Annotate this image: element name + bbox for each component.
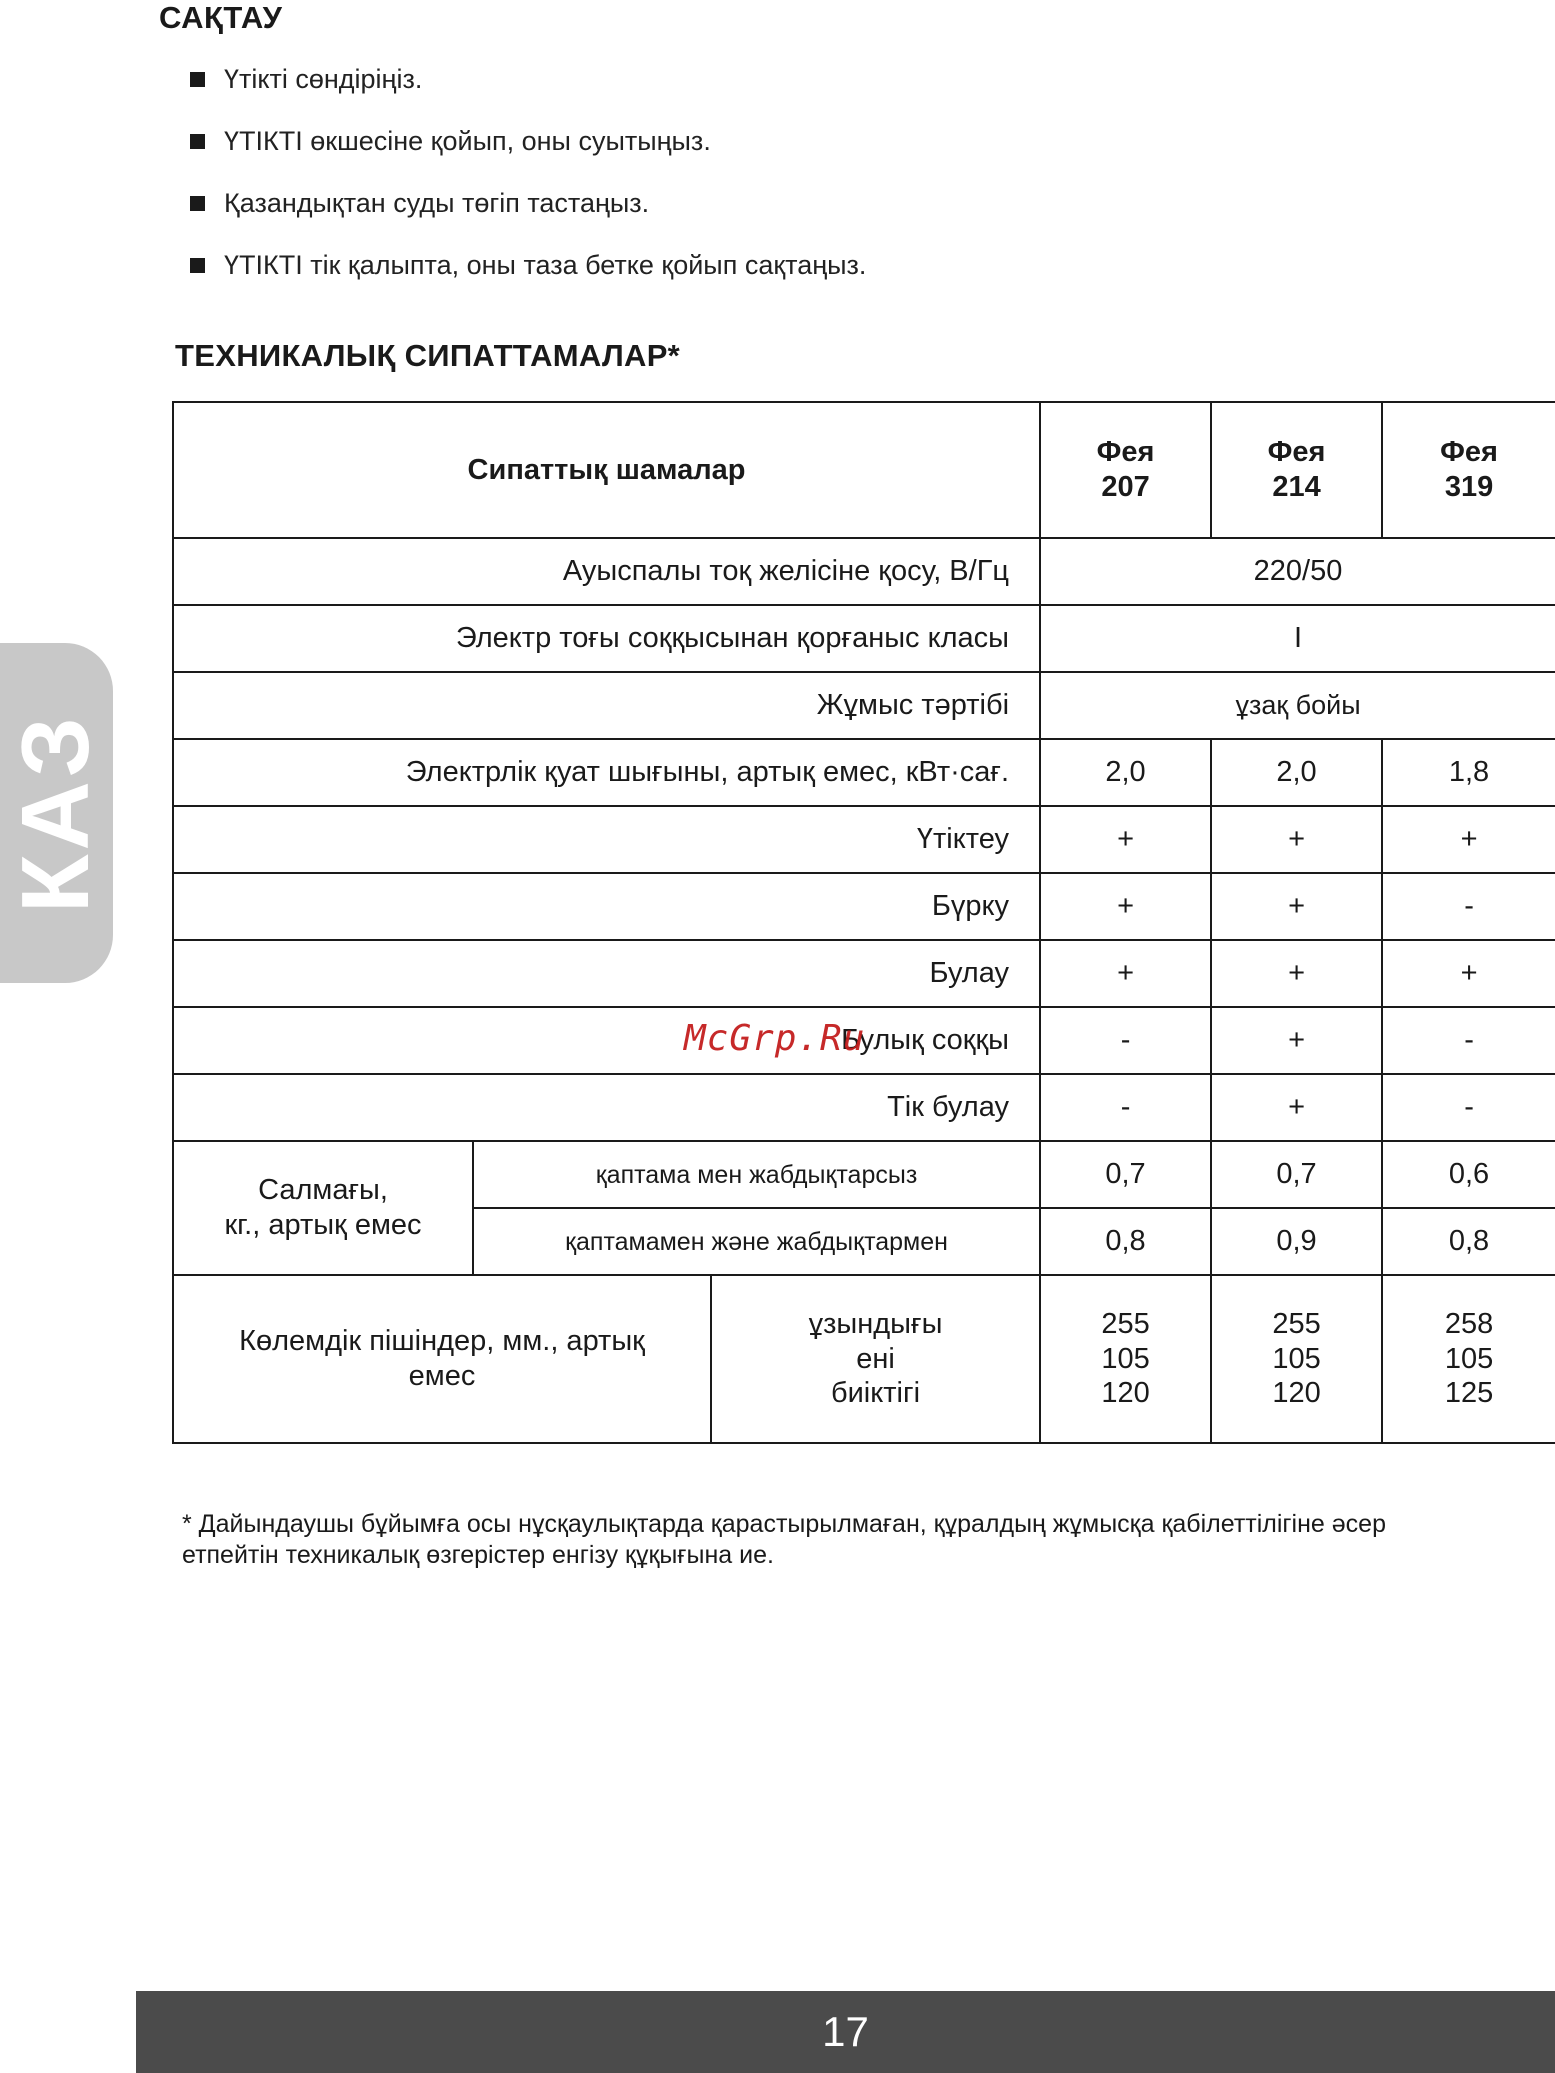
- bullet-square-icon: [190, 258, 205, 273]
- list-item: Үтікті сөндіріңіз.: [190, 48, 866, 110]
- list-item: Қазандықтан суды төгіп тастаңыз.: [190, 172, 866, 234]
- value-cell: +: [1211, 806, 1382, 873]
- storage-list: [190, 48, 866, 296]
- table-row: [173, 672, 1555, 739]
- merged-value-cell: ұзақ бойы: [1040, 672, 1555, 739]
- table-row: [173, 739, 1555, 806]
- row-label: Ауыспалы тоқ желісіне қосу, В/Гц: [173, 538, 1040, 605]
- value-cell: +: [1382, 806, 1555, 873]
- table-header-row: [173, 402, 1555, 538]
- value-cell: -: [1382, 873, 1555, 940]
- value-cell: +: [1211, 1074, 1382, 1141]
- specs-heading: ТЕХНИКАЛЫҚ СИПАТТАМАЛАР*: [175, 338, 681, 373]
- value-cell: -: [1040, 1007, 1211, 1074]
- row-label: Булық соққы: [173, 1007, 1040, 1074]
- value-cell: -: [1382, 1074, 1555, 1141]
- dimensions-label-cell: Көлемдік пішіндер, мм., артық емес: [173, 1275, 711, 1443]
- value-cell: 2,0: [1211, 739, 1382, 806]
- value-cell: +: [1211, 873, 1382, 940]
- value-cell: -: [1382, 1007, 1555, 1074]
- header-label-cell: Сипаттық шамалар: [173, 402, 1040, 538]
- row-label: Электр тоғы соққысынан қорғаныс класы: [173, 605, 1040, 672]
- page-footer: [136, 1991, 1555, 2073]
- weight-sub-label: қаптама мен жабдықтарсыз: [473, 1141, 1040, 1208]
- storage-heading: САҚТАУ: [159, 0, 283, 35]
- value-cell: +: [1382, 940, 1555, 1007]
- watermark: McGrp.Ru: [684, 1018, 866, 1059]
- weight-sub-label: қаптамамен және жабдықтармен: [473, 1208, 1040, 1275]
- row-label: Тік булау: [173, 1074, 1040, 1141]
- merged-value-cell: 220/50: [1040, 538, 1555, 605]
- value-cell: +: [1211, 940, 1382, 1007]
- value-cell: 2,0: [1040, 739, 1211, 806]
- bullet-square-icon: [190, 196, 205, 211]
- value-cell: 1,8: [1382, 739, 1555, 806]
- model-header-cell: Фея 207: [1040, 402, 1211, 538]
- bullet-square-icon: [190, 134, 205, 149]
- row-label: Үтіктеу: [173, 806, 1040, 873]
- value-cell: 258 105 125: [1382, 1275, 1555, 1443]
- footnote: * Дайындаушы бұйымға осы нұсқаулықтарда қарастырылмаған, құралдың жұмысқа қабілеттілігіне әсер етпейтін техникалық өзгерістер енгізу құқығына ие.: [182, 1510, 1386, 1569]
- value-cell: 0,9: [1211, 1208, 1382, 1275]
- table-row: [173, 605, 1555, 672]
- spec-table: [172, 401, 1555, 1444]
- table-row: [173, 538, 1555, 605]
- value-cell: 255 105 120: [1211, 1275, 1382, 1443]
- merged-value-cell: I: [1040, 605, 1555, 672]
- model-header-cell: Фея 214: [1211, 402, 1382, 538]
- value-cell: +: [1040, 806, 1211, 873]
- model-header-cell: Фея 319: [1382, 402, 1555, 538]
- page-number: 17: [822, 2008, 869, 2055]
- weight-label-cell: Салмағы, кг., артық емес: [173, 1141, 473, 1275]
- value-cell: +: [1211, 1007, 1382, 1074]
- language-tab-label: КАЗ: [2, 712, 110, 914]
- value-cell: 255 105 120: [1040, 1275, 1211, 1443]
- value-cell: 0,7: [1040, 1141, 1211, 1208]
- table-row: [173, 873, 1555, 940]
- value-cell: 0,7: [1211, 1141, 1382, 1208]
- list-item: ҮТІКТІ тік қалыпта, оны таза бетке қойып сақтаңыз.: [190, 234, 866, 296]
- row-label: Бүрку: [173, 873, 1040, 940]
- value-cell: +: [1040, 940, 1211, 1007]
- bullet-square-icon: [190, 72, 205, 87]
- row-label: Жұмыс тәртібі: [173, 672, 1040, 739]
- table-row: [173, 1074, 1555, 1141]
- value-cell: 0,6: [1382, 1141, 1555, 1208]
- table-row: [173, 1275, 1555, 1443]
- list-item: ҮТІКТІ өкшесіне қойып, оны суытыңыз.: [190, 110, 866, 172]
- row-label: Электрлік қуат шығыны, артық емес, кВт·сағ.: [173, 739, 1040, 806]
- dimensions-sub-labels: ұзындығы ені биіктігі: [711, 1275, 1040, 1443]
- value-cell: +: [1040, 873, 1211, 940]
- table-row: [173, 940, 1555, 1007]
- value-cell: -: [1040, 1074, 1211, 1141]
- table-row: [173, 806, 1555, 873]
- value-cell: 0,8: [1382, 1208, 1555, 1275]
- row-label: Булау: [173, 940, 1040, 1007]
- value-cell: 0,8: [1040, 1208, 1211, 1275]
- table-row: [173, 1141, 1555, 1208]
